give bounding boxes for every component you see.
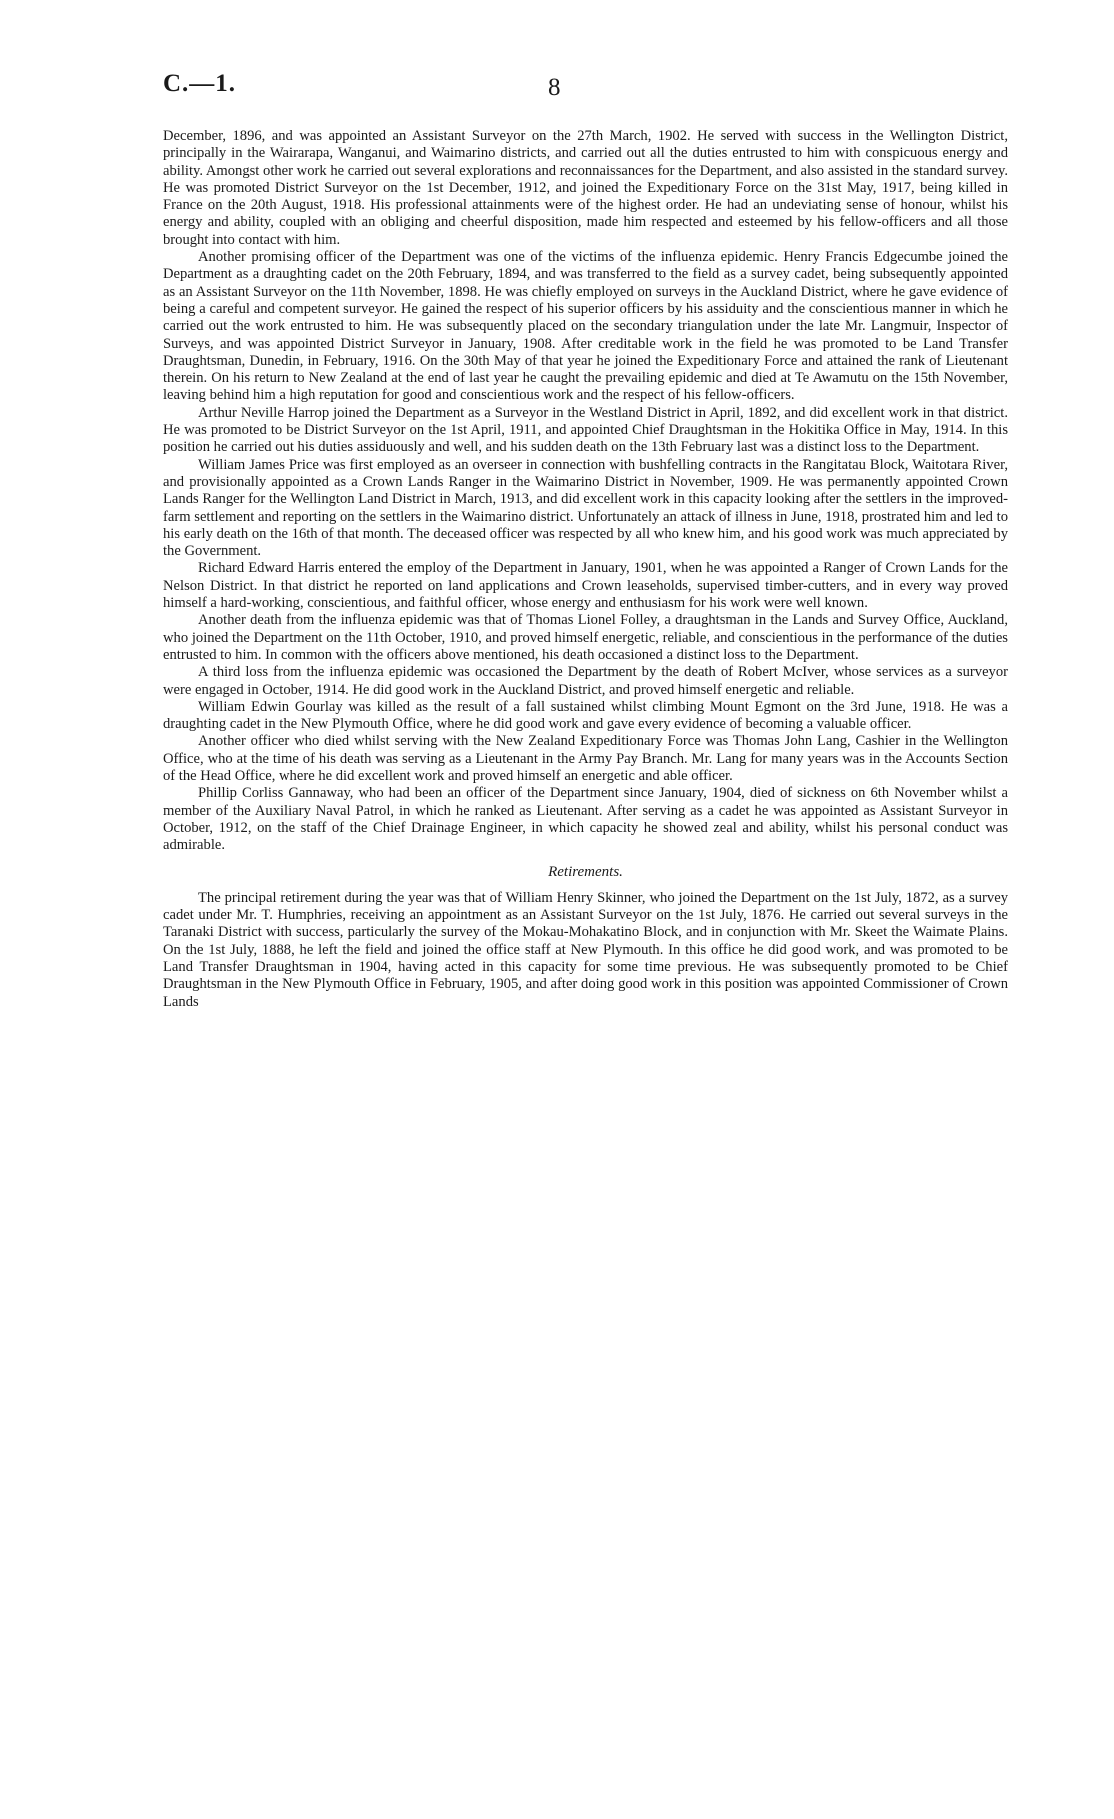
paragraph: Arthur Neville Harrop joined the Department as a Surveyor in the Westland District in April, 1892, and did excellent work in that district. He was promoted to be District Surveyor on the 1st April, 1911, and appointed Chief Draughtsman in the Hokitika Office in May, 1914. In this position he carried out his duties assiduously and well, and his sudden death on the 13th February last was a distinct loss to the Department. [163, 404, 1008, 456]
page-body [163, 128, 1008, 1011]
paragraph: Phillip Corliss Gannaway, who had been an officer of the Department since January, 1904, died of sickness on 6th November whilst a member of the Auxiliary Naval Patrol, in which he ranked as Lieutenant. After serving as a cadet he was appointed as Assistant Surveyor in October, 1912, on the staff of the Chief Drainage Engineer, in which capacity he showed zeal and ability, whilst his personal conduct was admirable. [163, 785, 1008, 854]
section-heading-retirements: Retirements. [548, 864, 623, 881]
paragraph: William James Price was first employed as an overseer in connection with bushfelling contracts in the Rangitatau Block, Waitotara River, and provisionally appointed as a Crown Lands Ranger in the Waimarino District in November, 1909. He was permanently appointed Crown Lands Ranger for the Wellington Land District in March, 1913, and did excellent work in this capacity looking after the settlers in the improved-farm settlement and reporting on the settlers in the Waimarino district. Unfortunately an attack of illness in June, 1918, prostrated him and led to his early death on the 16th of that month. The deceased officer was respected by all who knew him, and his good work was much appreciated by the Government. [163, 456, 1008, 560]
paragraph: A third loss from the influenza epidemic was occasioned the Department by the death of Robert McIver, whose services as a surveyor were engaged in October, 1914. He did good work in the Auckland District, and proved himself energetic and reliable. [163, 664, 1008, 698]
paragraph: December, 1896, and was appointed an Assistant Surveyor on the 27th March, 1902. He served with success in the Wellington District, principally in the Wairarapa, Wanganui, and Waimarino districts, and carried out all the duties entrusted to him with conspicuous energy and ability. Amongst other work he carried out several explorations and reconnaissances for the Department, and also assisted in the standard survey. He was promoted District Surveyor on the 1st December, 1912, and joined the Expeditionary Force on the 31st May, 1917, being killed in France on the 20th August, 1918. His professional attainments were of the highest order. He had an undeviating sense of honour, whilst his energy and ability, coupled with an obliging and cheerful disposition, made him respected and esteemed by his fellow-officers and all those brought into contact with him. [163, 128, 1008, 248]
paragraph: The principal retirement during the year was that of William Henry Skinner, who joined the Department on the 1st July, 1872, as a survey cadet under Mr. T. Humphries, receiving an appointment as an Assistant Surveyor on the 1st July, 1876. He carried out several surveys in the Taranaki District with success, particularly the survey of the Mokau-Mohakatino Block, and in conjunction with Mr. Skeet the Waimate Plains. On the 1st July, 1888, he left the field and joined the office staff at New Plymouth. In this office he did good work, and was promoted to be Land Transfer Draughtsman in 1904, having acted in this capacity for some time previous. He was subsequently promoted to be Chief Draughtsman in the New Plymouth Office in February, 1905, and after doing good work in this position was appointed Commissioner of Crown Lands [163, 889, 1008, 1010]
paragraph: Another death from the influenza epidemic was that of Thomas Lionel Folley, a draughtsman in the Lands and Survey Office, Auckland, who joined the Department on the 11th October, 1910, and proved himself energetic, reliable, and conscientious in the performance of the duties entrusted to him. In common with the officers above mentioned, his death occasioned a distinct loss to the Department. [163, 612, 1008, 663]
page-number: 8 [548, 74, 561, 101]
paragraph: Another officer who died whilst serving with the New Zealand Expeditionary Force was Thomas John Lang, Cashier in the Wellington Office, who at the time of his death was serving as a Lieutenant in the Army Pay Branch. Mr. Lang for many years was in the Accounts Section of the Head Office, where he did excellent work and proved himself an energetic and able officer. [163, 733, 1008, 784]
paragraph: Richard Edward Harris entered the employ of the Department in January, 1901, when he was appointed a Ranger of Crown Lands for the Nelson District. In that district he reported on land applications and Crown leaseholds, supervised timber-cutters, and in every way proved himself a hard-working, conscientious, and faithful officer, whose energy and enthusiasm for his work were well known. [163, 560, 1008, 612]
paragraph: Another promising officer of the Department was one of the victims of the influenza epidemic. Henry Francis Edgecumbe joined the Department as a draughting cadet on the 20th February, 1894, and was transferred to the field as a survey cadet, being subsequently appointed as an Assistant Surveyor on the 11th November, 1898. He was chiefly employed on surveys in the Auckland District, where he gave evidence of being a careful and competent surveyor. He gained the respect of his superior officers by his assiduity and the conscientious manner in which he carried out the work entrusted to him. He was subsequently placed on the secondary triangulation under the late Mr. Langmuir, Inspector of Surveys, and was appointed District Surveyor in January, 1908. After creditable work in the field he was promoted to be Land Transfer Draughtsman, Dunedin, in February, 1916. On the 30th May of that year he joined the Expeditionary Force and attained the rank of Lieutenant therein. On his return to New Zealand at the end of last year he caught the prevailing epidemic and died at Te Awamutu on the 15th November, leaving behind him a high reputation for good and conscientious work and the respect of his fellow-officers. [163, 249, 1008, 404]
paragraph: William Edwin Gourlay was killed as the result of a fall sustained whilst climbing Mount Egmont on the 3rd June, 1918. He was a draughting cadet in the New Plymouth Office, where he did good work and gave every evidence of becoming a valuable officer. [163, 698, 1008, 733]
document-reference: C.—1. [163, 70, 237, 97]
